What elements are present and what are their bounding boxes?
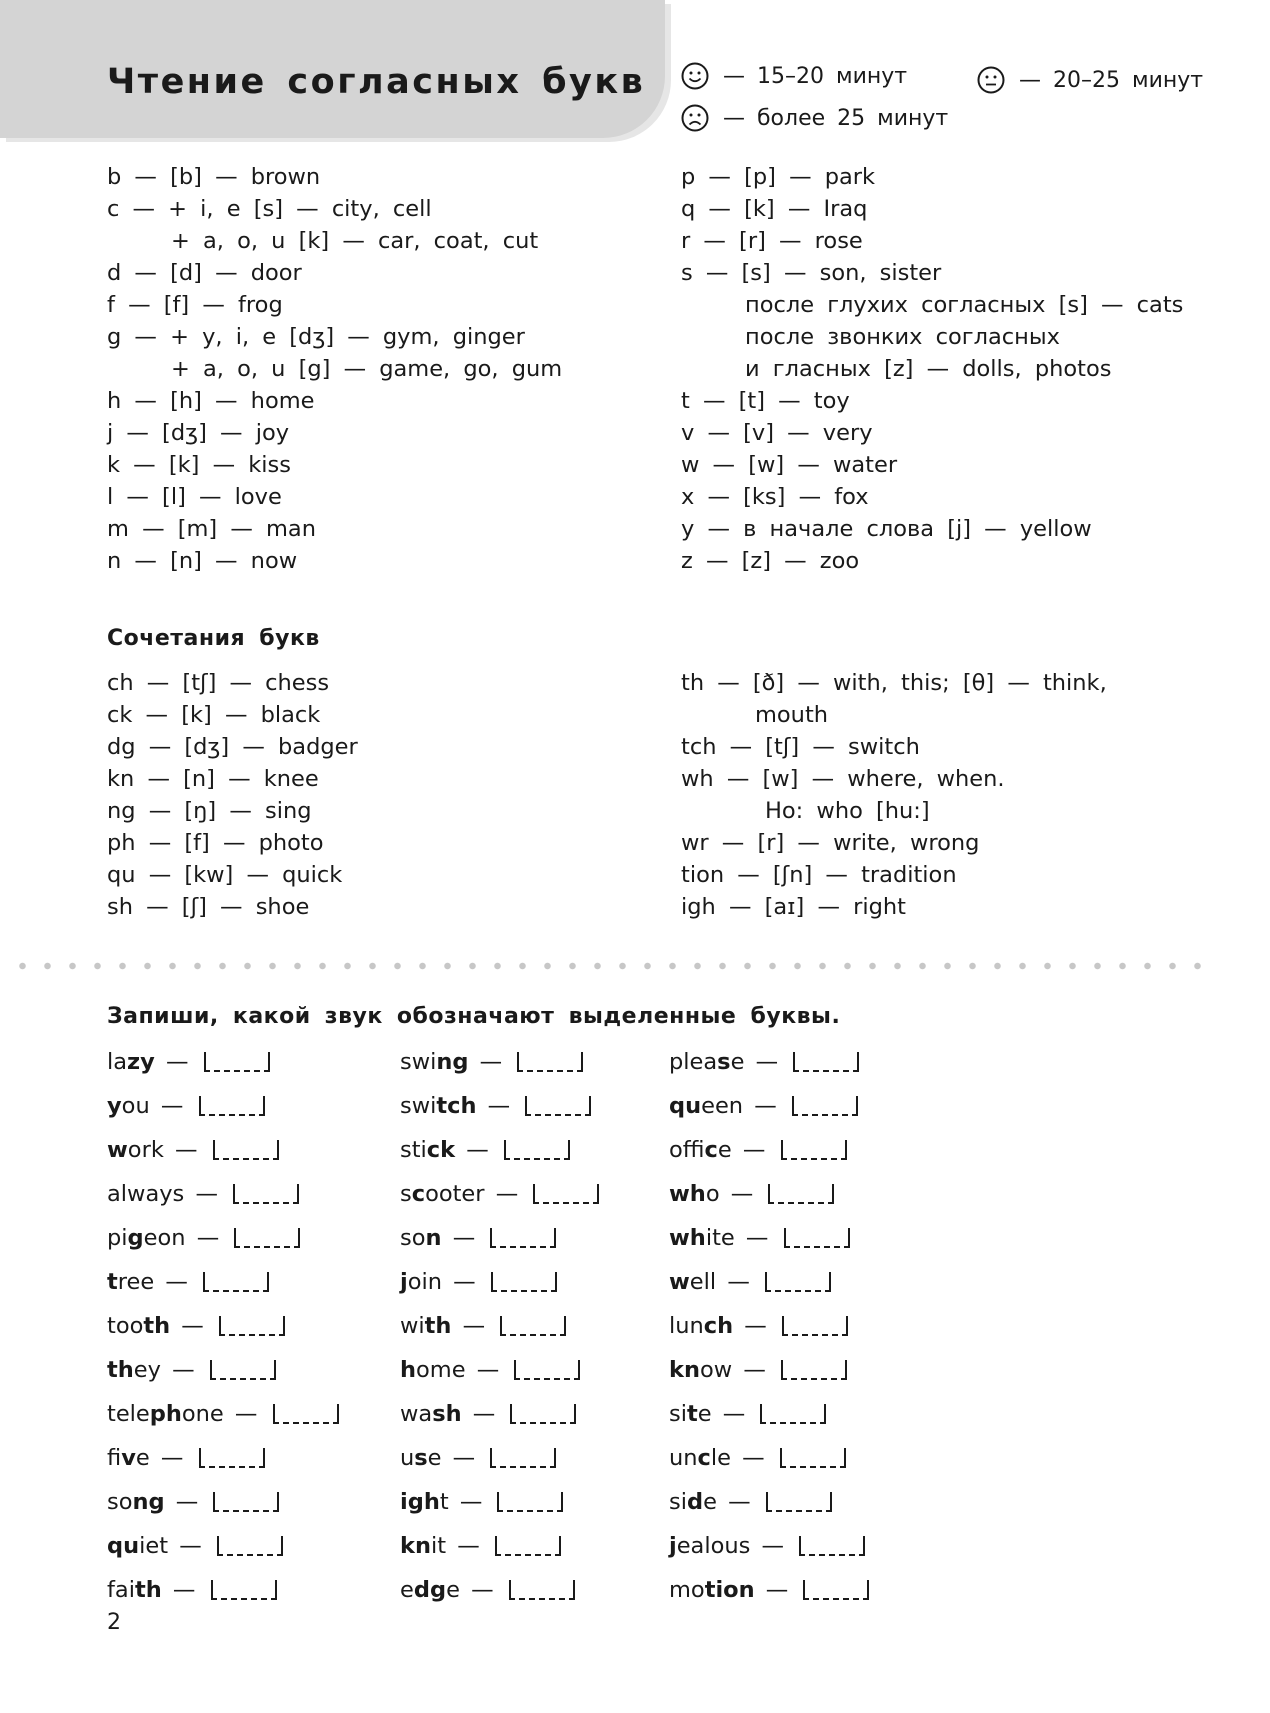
answer-blank[interactable]	[217, 1536, 283, 1556]
word-part: e	[446, 1577, 460, 1603]
dash: —	[160, 1093, 184, 1119]
word-part: t	[439, 1489, 449, 1515]
answer-blank[interactable]	[781, 1360, 847, 1380]
combo-rule-ph: ph — [f] — photo	[107, 830, 324, 856]
answer-blank[interactable]	[766, 1492, 832, 1512]
dash: —	[172, 1577, 196, 1603]
word-part: e	[730, 1049, 745, 1075]
exercise-item	[400, 1260, 599, 1304]
exercise-item	[669, 1216, 869, 1260]
combo-rule-tion: tion — [ʃn] — tradition	[681, 862, 957, 888]
word-part: ite	[705, 1225, 735, 1251]
exercise-item	[669, 1436, 869, 1480]
word-part: lun	[669, 1313, 704, 1339]
page-title: Чтение согласных букв	[107, 62, 646, 102]
highlighted-letters: ck	[426, 1137, 456, 1163]
highlighted-letters: th	[424, 1313, 452, 1339]
answer-blank[interactable]	[233, 1184, 299, 1204]
combinations-list-right	[681, 667, 1107, 923]
letter-rule-c-hard: + a, o, u [k] — car, coat, cut	[171, 228, 539, 254]
answer-blank[interactable]	[803, 1580, 869, 1600]
exercise-item	[669, 1304, 869, 1348]
combinations-heading: Сочетания букв	[107, 626, 320, 651]
highlighted-letters: j	[669, 1533, 677, 1559]
highlighted-letters: tion	[704, 1577, 755, 1603]
exercise-item	[400, 1392, 599, 1436]
answer-blank[interactable]	[490, 1448, 556, 1468]
dash: —	[471, 1577, 494, 1603]
highlighted-letters: kn	[400, 1533, 431, 1559]
timing-fast-text: — 15–20 минут	[723, 63, 908, 89]
letter-rule-c: c — + i, e [s] — city, cell	[107, 196, 432, 222]
letter-rule-g: g — + y, i, e [dʒ] — gym, ginger	[107, 324, 525, 350]
exercise-item	[107, 1260, 339, 1304]
dash: —	[160, 1445, 184, 1471]
exercise-item	[107, 1216, 339, 1260]
answer-blank[interactable]	[514, 1360, 580, 1380]
letters-list-left	[107, 161, 562, 577]
exercise-item	[107, 1392, 339, 1436]
exercise-item	[107, 1348, 339, 1392]
answer-blank[interactable]	[509, 1580, 575, 1600]
letter-rule-s-voiced: после звонких согласных	[745, 324, 1060, 350]
dash: —	[487, 1093, 511, 1119]
exercise-item	[400, 1568, 599, 1612]
word-part: fi	[107, 1445, 122, 1471]
answer-blank[interactable]	[533, 1184, 599, 1204]
word-part: ow	[699, 1357, 733, 1383]
dash: —	[195, 1181, 218, 1207]
exercise-item	[107, 1568, 339, 1612]
dash: —	[743, 1357, 766, 1383]
word-part: swi	[400, 1049, 437, 1075]
timing-fast	[681, 62, 907, 90]
neutral-face-icon	[977, 66, 1005, 94]
dash: —	[234, 1401, 258, 1427]
letter-rule-r: r — [r] — rose	[681, 228, 863, 254]
combo-rule-igh: igh — [aɪ] — right	[681, 894, 906, 920]
exercise-item	[669, 1260, 869, 1304]
word-part: un	[669, 1445, 698, 1471]
combo-rule-wh: wh — [w] — where, when.	[681, 766, 1005, 792]
exercise-item	[107, 1480, 339, 1524]
exercise-item	[107, 1084, 339, 1128]
answer-blank[interactable]	[765, 1272, 831, 1292]
exercise-item	[400, 1304, 599, 1348]
combo-rule-dg: dg — [dʒ] — badger	[107, 734, 358, 760]
answer-blank[interactable]	[199, 1096, 265, 1116]
exercise-item	[400, 1128, 599, 1172]
dash: —	[175, 1137, 198, 1163]
word-part: always	[107, 1181, 185, 1207]
exercise-item	[400, 1040, 599, 1084]
answer-blank[interactable]	[495, 1536, 561, 1556]
combo-rule-tch: tch — [tʃ] — switch	[681, 734, 920, 760]
dash: —	[452, 1445, 476, 1471]
letter-rule-l: l — [l] — love	[107, 484, 282, 510]
combo-rule-qu: qu — [kw] — quick	[107, 862, 343, 888]
highlighted-letters: tch	[436, 1093, 477, 1119]
answer-blank[interactable]	[211, 1580, 277, 1600]
dash: —	[459, 1489, 483, 1515]
letter-rule-p: p — [p] — park	[681, 164, 876, 190]
word-part: ey	[133, 1357, 161, 1383]
letter-rule-n: n — [n] — now	[107, 548, 298, 574]
answer-blank[interactable]	[792, 1096, 858, 1116]
exercise-item	[669, 1040, 869, 1084]
highlighted-letters: sh	[432, 1401, 462, 1427]
exercise-item	[669, 1172, 869, 1216]
word-part: sti	[400, 1137, 427, 1163]
dash: —	[472, 1401, 496, 1427]
dash: —	[181, 1313, 204, 1339]
timing-slow-text: — более 25 минут	[723, 105, 949, 131]
word-part: plea	[669, 1049, 718, 1075]
dash: —	[495, 1181, 519, 1207]
highlighted-letters: th	[134, 1577, 162, 1603]
highlighted-letters: qu	[107, 1533, 140, 1559]
answer-blank[interactable]	[273, 1404, 339, 1424]
dash: —	[765, 1577, 789, 1603]
dash: —	[196, 1225, 220, 1251]
highlighted-letters: c	[704, 1137, 718, 1163]
highlighted-letters: y	[107, 1093, 122, 1119]
highlighted-letters: ph	[149, 1401, 182, 1427]
highlighted-letters: zy	[127, 1049, 155, 1075]
word-part: u	[400, 1445, 415, 1471]
highlighted-letters: wh	[669, 1181, 706, 1207]
word-part: e	[697, 1401, 712, 1427]
word-part: eon	[143, 1225, 186, 1251]
answer-blank[interactable]	[219, 1316, 285, 1336]
word-part: ome	[416, 1357, 466, 1383]
answer-blank[interactable]	[491, 1272, 557, 1292]
combo-rule-th-cont: mouth	[755, 702, 829, 728]
highlighted-letters: dg	[413, 1577, 447, 1603]
dash: —	[730, 1181, 754, 1207]
letter-rule-g-hard: + a, o, u [g] — game, go, gum	[171, 356, 563, 382]
combo-rule-wh-exception: Но: who [hu:]	[765, 798, 930, 824]
letter-rule-s: s — [s] — son, sister	[681, 260, 942, 286]
word-part: e	[400, 1577, 414, 1603]
highlighted-letters: s	[717, 1049, 731, 1075]
happy-face-icon	[681, 62, 709, 90]
exercise-item	[669, 1084, 869, 1128]
letter-rule-w: w — [w] — water	[681, 452, 898, 478]
word-part: e	[427, 1445, 442, 1471]
letters-list-right	[681, 161, 1183, 577]
answer-blank[interactable]	[213, 1140, 279, 1160]
dash: —	[479, 1049, 503, 1075]
exercise-item	[107, 1040, 339, 1084]
letter-rule-s-voiceless: после глухих согласных [s] — cats	[745, 292, 1184, 318]
highlighted-letters: c	[697, 1445, 711, 1471]
combo-rule-ch: ch — [tʃ] — chess	[107, 670, 330, 696]
answer-blank[interactable]	[500, 1316, 566, 1336]
word-part: ou	[121, 1093, 150, 1119]
word-part: een	[701, 1093, 744, 1119]
highlighted-letters: ng	[132, 1489, 165, 1515]
highlighted-letters: t	[686, 1401, 698, 1427]
highlighted-letters: kn	[669, 1357, 700, 1383]
highlighted-letters: ch	[703, 1313, 734, 1339]
dash: —	[745, 1225, 769, 1251]
sad-face-icon	[681, 104, 709, 132]
exercise-item	[400, 1216, 599, 1260]
answer-blank[interactable]	[199, 1448, 265, 1468]
exercise-item	[669, 1480, 869, 1524]
exercise-item	[669, 1524, 869, 1568]
word-part: wa	[400, 1401, 433, 1427]
exercise-item	[107, 1128, 339, 1172]
exercise-item	[400, 1436, 599, 1480]
word-part: ell	[689, 1269, 717, 1295]
letter-rule-k: k — [k] — kiss	[107, 452, 291, 478]
dash: —	[744, 1313, 767, 1339]
highlighted-letters: c	[411, 1181, 426, 1207]
exercise-column-1	[107, 1040, 339, 1612]
exercise-item	[107, 1524, 339, 1568]
exercise-item	[400, 1348, 599, 1392]
word-part: e	[717, 1137, 732, 1163]
letter-rule-f: f — [f] — frog	[107, 292, 283, 318]
exercise-item	[400, 1084, 599, 1128]
exercise-column-3	[669, 1040, 869, 1612]
word-part: ooter	[425, 1181, 485, 1207]
answer-blank[interactable]	[780, 1448, 846, 1468]
answer-blank[interactable]	[203, 1272, 269, 1292]
dash: —	[728, 1489, 751, 1515]
dash: —	[742, 1445, 765, 1471]
word-part: e	[703, 1489, 717, 1515]
dash: —	[722, 1401, 746, 1427]
exercise-instruction: Запиши, какой звук обозначают выделенные буквы.	[107, 1004, 841, 1029]
answer-blank[interactable]	[781, 1140, 847, 1160]
exercise-item	[669, 1128, 869, 1172]
dash: —	[175, 1489, 199, 1515]
dash: —	[476, 1357, 500, 1383]
combo-rule-th: th — [ð] — with, this; [θ] — think,	[681, 670, 1107, 696]
exercise-item	[669, 1348, 869, 1392]
word-part: too	[107, 1313, 144, 1339]
highlighted-letters: th	[143, 1313, 171, 1339]
answer-blank[interactable]	[497, 1492, 563, 1512]
exercise-item	[107, 1172, 339, 1216]
answer-blank[interactable]	[782, 1316, 848, 1336]
letter-rule-b: b — [b] — brown	[107, 164, 321, 190]
exercise-column-2	[400, 1040, 599, 1612]
word-part: swi	[400, 1093, 437, 1119]
word-part: oin	[407, 1269, 442, 1295]
exercise-item	[107, 1436, 339, 1480]
word-part: si	[669, 1401, 687, 1427]
exercise-item	[400, 1172, 599, 1216]
answer-blank[interactable]	[760, 1404, 826, 1424]
letter-rule-y: y — в начале слова [j] — yellow	[681, 516, 1092, 542]
word-part: offi	[669, 1137, 705, 1163]
answer-blank[interactable]	[517, 1052, 583, 1072]
dash: —	[452, 1225, 476, 1251]
highlighted-letters: s	[414, 1445, 428, 1471]
exercise-item	[669, 1568, 869, 1612]
letter-rule-v: v — [v] — very	[681, 420, 873, 446]
highlighted-letters: g	[127, 1225, 144, 1251]
dash: —	[727, 1269, 750, 1295]
highlighted-letters: igh	[400, 1489, 440, 1515]
dash: —	[742, 1137, 766, 1163]
word-part: tele	[107, 1401, 150, 1427]
dash: —	[457, 1533, 480, 1559]
letter-rule-z: z — [z] — zoo	[681, 548, 860, 574]
timing-medium-text: — 20–25 минут	[1019, 67, 1204, 93]
dash: —	[754, 1093, 777, 1119]
dash: —	[462, 1313, 486, 1339]
word-part: it	[430, 1533, 447, 1559]
answer-blank[interactable]	[504, 1140, 570, 1160]
letter-rule-h: h — [h] — home	[107, 388, 315, 414]
dash: —	[453, 1269, 476, 1295]
word-part: ealous	[676, 1533, 751, 1559]
highlighted-letters: ng	[436, 1049, 469, 1075]
dotted-divider	[10, 962, 1210, 970]
word-part: iet	[139, 1533, 169, 1559]
word-part: o	[705, 1181, 720, 1207]
word-part: pi	[107, 1225, 128, 1251]
answer-blank[interactable]	[204, 1052, 270, 1072]
letter-rule-s-vowels: и гласных [z] — dolls, photos	[745, 356, 1112, 382]
exercise-item	[669, 1392, 869, 1436]
highlighted-letters: n	[425, 1225, 442, 1251]
dash: —	[761, 1533, 785, 1559]
dash: —	[172, 1357, 195, 1383]
combo-rule-ng: ng — [ŋ] — sing	[107, 798, 312, 824]
answer-blank[interactable]	[525, 1096, 591, 1116]
exercise-item	[107, 1304, 339, 1348]
answer-blank[interactable]	[510, 1404, 576, 1424]
dash: —	[755, 1049, 779, 1075]
word-part: ork	[127, 1137, 164, 1163]
combo-rule-kn: kn — [n] — knee	[107, 766, 319, 792]
highlighted-letters: h	[400, 1357, 417, 1383]
page-number: 2	[107, 1610, 121, 1635]
letter-rule-d: d — [d] — door	[107, 260, 302, 286]
word-part: e	[135, 1445, 150, 1471]
word-part: s	[400, 1181, 412, 1207]
highlighted-letters: j	[400, 1269, 408, 1295]
word-part: la	[107, 1049, 128, 1075]
word-part: so	[107, 1489, 133, 1515]
highlighted-letters: wh	[669, 1225, 706, 1251]
combo-rule-ck: ck — [k] — black	[107, 702, 321, 728]
word-part: wi	[400, 1313, 425, 1339]
answer-blank[interactable]	[784, 1228, 850, 1248]
answer-blank[interactable]	[490, 1228, 556, 1248]
combo-rule-sh: sh — [ʃ] — shoe	[107, 894, 310, 920]
highlighted-letters: qu	[669, 1093, 702, 1119]
highlighted-letters: v	[121, 1445, 136, 1471]
letter-rule-x: x — [ks] — fox	[681, 484, 869, 510]
answer-blank[interactable]	[213, 1492, 279, 1512]
highlighted-letters: w	[669, 1269, 690, 1295]
dash: —	[165, 1269, 188, 1295]
answer-blank[interactable]	[793, 1052, 859, 1072]
answer-blank[interactable]	[234, 1228, 300, 1248]
word-part: le	[710, 1445, 731, 1471]
word-part: ree	[117, 1269, 155, 1295]
answer-blank[interactable]	[799, 1536, 865, 1556]
word-part: mo	[669, 1577, 705, 1603]
letter-rule-q: q — [k] — Iraq	[681, 196, 868, 222]
word-part: one	[181, 1401, 224, 1427]
timing-slow	[681, 104, 948, 132]
letter-rule-m: m — [m] — man	[107, 516, 316, 542]
highlighted-letters: th	[107, 1357, 134, 1383]
combinations-list-left	[107, 667, 358, 923]
highlighted-letters: t	[107, 1269, 118, 1295]
word-part: fai	[107, 1577, 135, 1603]
highlighted-letters: d	[686, 1489, 704, 1515]
dash: —	[179, 1533, 202, 1559]
dash: —	[165, 1049, 189, 1075]
answer-blank[interactable]	[210, 1360, 276, 1380]
word-part: si	[669, 1489, 687, 1515]
letter-rule-j: j — [dʒ] — joy	[107, 420, 290, 446]
exercise-item	[400, 1524, 599, 1568]
timing-medium	[977, 66, 1203, 94]
combo-rule-wr: wr — [r] — write, wrong	[681, 830, 980, 856]
exercise-item	[400, 1480, 599, 1524]
dash: —	[466, 1137, 489, 1163]
letter-rule-t: t — [t] — toy	[681, 388, 850, 414]
highlighted-letters: w	[107, 1137, 128, 1163]
answer-blank[interactable]	[768, 1184, 834, 1204]
word-part: so	[400, 1225, 426, 1251]
